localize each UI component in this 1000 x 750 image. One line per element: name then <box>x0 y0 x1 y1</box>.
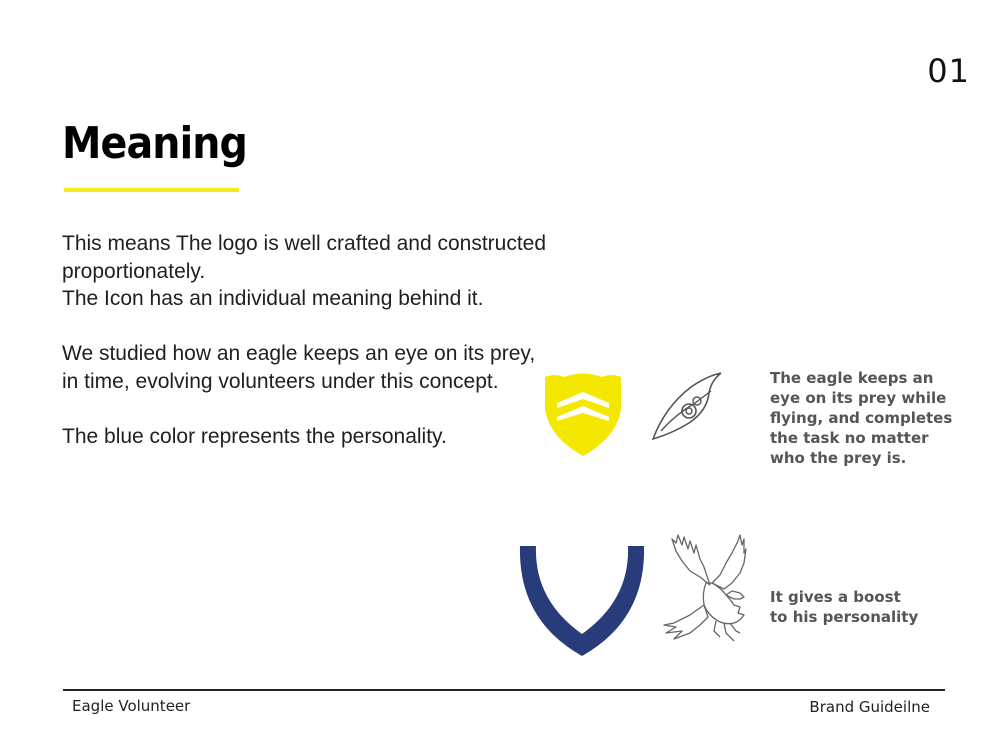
body-line: We studied how an eagle keeps an eye on its prey, <box>62 342 536 365</box>
page-title: Meaning <box>62 118 247 169</box>
caption-eagle <box>770 587 918 627</box>
caption-line: the task no matter <box>770 429 929 447</box>
body-line: This means The logo is well crafted and constructed <box>62 232 547 255</box>
page-number: 01 <box>927 52 970 90</box>
body-line: in time, evolving volunteers under this concept. <box>62 369 499 393</box>
caption-line: eye on its prey while <box>770 389 947 407</box>
title-underline <box>64 188 239 192</box>
footer-brand-name: Eagle Volunteer <box>72 697 191 715</box>
footer-divider <box>63 689 945 691</box>
body-line: The blue color represents the personality. <box>62 424 447 448</box>
body-text <box>62 230 562 450</box>
caption-eye <box>770 368 952 468</box>
yellow-shield-icon <box>543 373 623 457</box>
blue-shield-icon <box>518 544 646 658</box>
body-line: The Icon has an individual meaning behind it. <box>62 287 484 310</box>
caption-line: to his personality <box>770 608 919 626</box>
caption-line: It gives a boost <box>770 588 901 606</box>
caption-line: flying, and completes <box>770 409 953 427</box>
caption-line: The eagle keeps an <box>770 369 934 387</box>
caption-line: who the prey is. <box>770 449 907 467</box>
footer-document-title: Brand Guideilne <box>809 698 930 716</box>
eagle-icon <box>660 533 748 645</box>
body-line: proportionately. <box>62 259 206 283</box>
eagle-eye-icon <box>651 371 723 441</box>
